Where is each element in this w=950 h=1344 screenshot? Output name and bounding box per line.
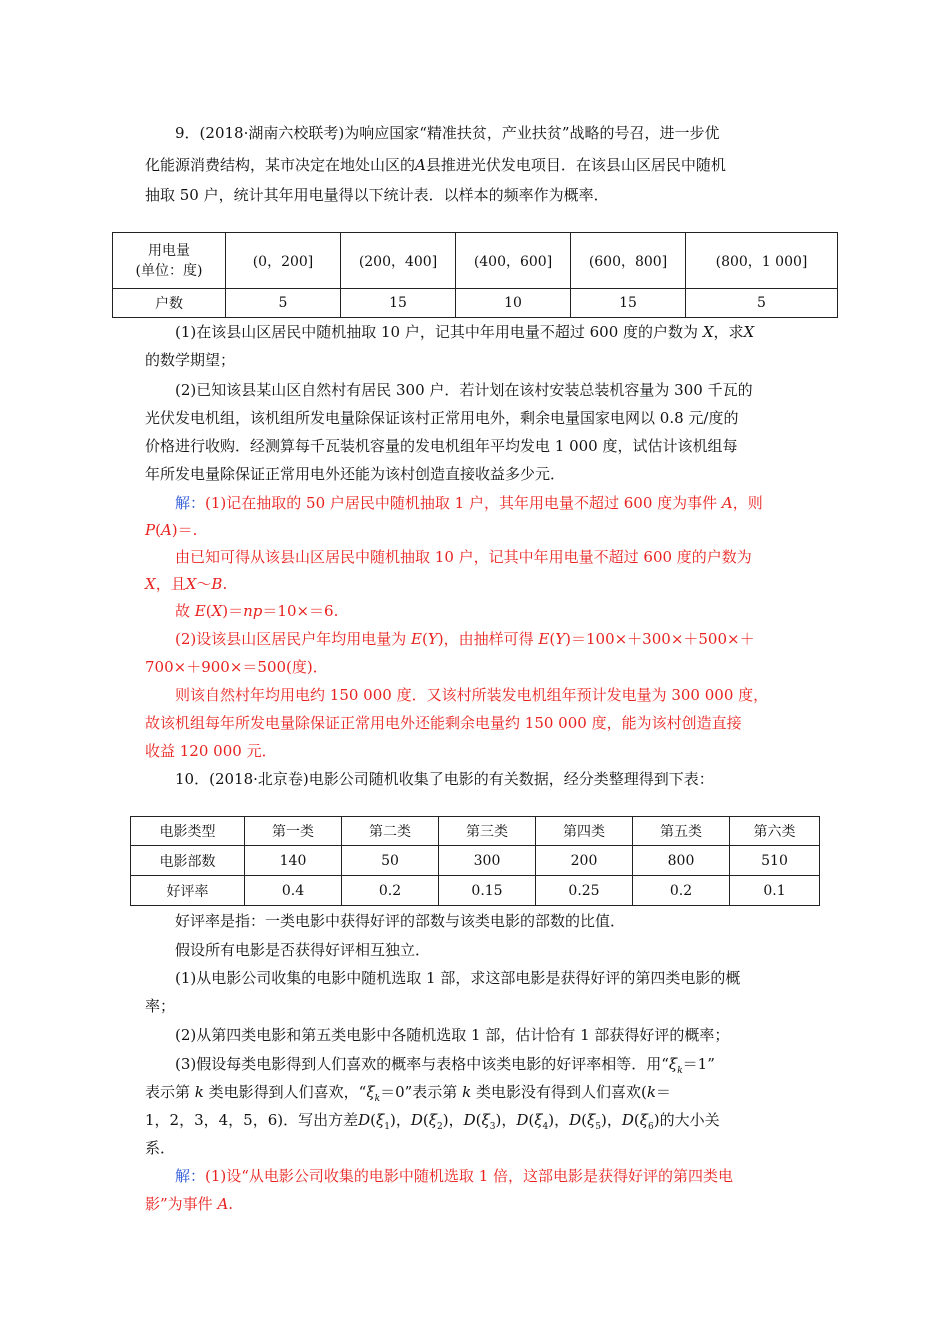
table-row-label: 电影部数 xyxy=(131,846,245,876)
q9-stats-table xyxy=(112,232,838,318)
table-header-cell: (800，1 000] xyxy=(686,233,838,289)
q9-solution-line-1: 解：(1)记在抽取的 50 户居民中随机抽取 1 户，其年用电量不超过 600 度为事件 A，则 xyxy=(175,494,763,512)
solution-label: 解： xyxy=(175,1167,206,1185)
table-cell: 5 xyxy=(686,289,838,318)
q9-solution-line-7: 700×＋900×＝500(度)． xyxy=(145,658,328,676)
q10-part1-line-1: (1)从电影公司收集的电影中随机选取 1 部，求这部电影是获得好评的第四类电影的概 xyxy=(175,969,741,987)
q10-part3-line-4: 系． xyxy=(145,1139,176,1157)
q10-solution-line-2: 影”为事件 A. xyxy=(145,1195,234,1213)
solution-label: 解： xyxy=(175,494,206,512)
q10-note-2: 假设所有电影是否获得好评相互独立． xyxy=(175,941,431,959)
table-row xyxy=(131,876,820,906)
table-cell: 140 xyxy=(245,846,342,876)
table-cell: 200 xyxy=(536,846,633,876)
q9-intro-line-1: 9．(2018·湖南六校联考)为响应国家“精准扶贫，产业扶贫”战略的号召，进一步优 xyxy=(175,124,720,142)
table-cell: 800 xyxy=(633,846,730,876)
q9-solution-line-4: X，且X～B. xyxy=(145,575,228,593)
table-header-cell: 第四类 xyxy=(536,817,633,846)
table-row xyxy=(113,233,838,289)
q9-solution-line-8: 则该自然村年均用电约 150 000 度．又该村所装发电机组年预计发电量为 300 000 度， xyxy=(175,686,769,704)
q9-intro-line-3: 抽取 50 户，统计其年用电量得以下统计表．以样本的频率作为概率． xyxy=(145,186,609,204)
q9-intro-text: 县推进光伏发电项目．在该县山区居民中随机 xyxy=(425,156,726,174)
table-cell: 0.4 xyxy=(245,876,342,906)
table-header-cell: (600，800] xyxy=(571,233,686,289)
table-cell: 510 xyxy=(730,846,820,876)
table-header-cell: 第二类 xyxy=(342,817,439,846)
table-header-cell: 第五类 xyxy=(633,817,730,846)
q10-part3-line-3: 1，2，3，4，5，6)．写出方差$D(\xi_1)$，$D(\xi_2)$，$D(\xi_3)$，$D(\xi_4)$，$D(\xi_5)$，$D(\xi_6)$的大小关 xyxy=(145,1111,720,1132)
table-header-cell: 第一类 xyxy=(245,817,342,846)
table-cell: 50 xyxy=(342,846,439,876)
q9-intro-text: 化能源消费结构，某市决定在地处山区的 xyxy=(145,156,416,174)
table-row xyxy=(131,846,820,876)
table-header-cell: 电影类型 xyxy=(131,817,245,846)
table-header-cell: (400，600] xyxy=(456,233,571,289)
q10-part3-line-2: 表示第 k 类电影得到人们喜欢，“$\xi_k=0$”表示第 k 类电影没有得到人们喜欢(k＝ xyxy=(145,1083,671,1104)
q9-solution-line-2: P(A)＝. xyxy=(145,521,198,539)
q10-solution-line-1: 解：(1)设“从电影公司收集的电影中随机选取 1 倍，这部电影是获得好评的第四类电 xyxy=(175,1167,734,1185)
table-header-cell: (0，200] xyxy=(226,233,341,289)
table-cell: 5 xyxy=(226,289,341,318)
table-cell: 0.2 xyxy=(342,876,439,906)
q9-solution-line-10: 收益 120 000 元． xyxy=(145,742,277,760)
q10-part1-line-2: 率； xyxy=(145,997,176,1015)
q10-part3-line-1: (3)假设每类电影得到人们喜欢的概率与表格中该类电影的好评率相等．用“$\xi_k=1$” xyxy=(175,1055,715,1076)
q9-solution-line-6: (2)设该县山区居民户年均用电量为 E(Y)，由抽样可得 E(Y)＝100×＋300×＋500×＋ xyxy=(175,630,755,648)
q9-part2-line-4: 年所发电量除保证正常用电外还能为该村创造直接收益多少元． xyxy=(145,465,566,483)
table-cell: 0.1 xyxy=(730,876,820,906)
q9-solution-line-5: 故 E(X)＝np＝10×＝6. xyxy=(175,602,339,620)
table-row-label: 户数 xyxy=(113,289,226,318)
q10-part2: (2)从第四类电影和第五类电影中各随机选取 1 部，估计恰有 1 部获得好评的概率； xyxy=(175,1026,730,1044)
table-row-label: 好评率 xyxy=(131,876,245,906)
table-cell: 0.2 xyxy=(633,876,730,906)
table-header-cell: 第六类 xyxy=(730,817,820,846)
table-header-cell: 第三类 xyxy=(439,817,536,846)
table-cell: 300 xyxy=(439,846,536,876)
q9-part2-line-3: 价格进行收购．经测算每千瓦装机容量的发电机组年平均发电 1 000 度，试估计该机组每 xyxy=(145,437,738,455)
table-cell: 0.25 xyxy=(536,876,633,906)
table-row xyxy=(113,289,838,318)
table-row xyxy=(131,817,820,846)
table-header-cell: (200，400] xyxy=(341,233,456,289)
table-header-cell: 用电量 (单位：度) xyxy=(113,233,226,289)
q9-part1-line-1: (1)在该县山区居民中随机抽取 10 户，记其中年用电量不超过 600 度的户数为 X，求X xyxy=(175,323,755,341)
table-cell: 15 xyxy=(341,289,456,318)
q9-solution-line-3: 由已知可得从该县山区居民中随机抽取 10 户，记其中年用电量不超过 600 度的户数为 xyxy=(175,548,752,566)
q10-note-1: 好评率是指：一类电影中获得好评的部数与该类电影的部数的比值． xyxy=(175,912,626,930)
table-cell: 15 xyxy=(571,289,686,318)
q10-intro: 10．(2018·北京卷)电影公司随机收集了电影的有关数据，经分类整理得到下表： xyxy=(175,770,714,788)
q9-solution-line-9: 故该机组每年所发电量除保证正常用电外还能剩余电量约 150 000 度，能为该村创造直接 xyxy=(145,714,742,732)
q9-part1-line-2: 的数学期望； xyxy=(145,351,236,369)
table-cell: 0.15 xyxy=(439,876,536,906)
q9-intro-line-2: 化能源消费结构，某市决定在地处山区的A县推进光伏发电项目．在该县山区居民中随机 xyxy=(145,156,726,174)
q9-part2-line-1: (2)已知该县某山区自然村有居民 300 户．若计划在该村安装总装机容量为 300 千瓦的 xyxy=(175,381,753,399)
q10-movie-table xyxy=(130,816,820,906)
q9-part2-line-2: 光伏发电机组，该机组所发电量除保证该村正常用电外，剩余电量国家电网以 0.8 元/度的 xyxy=(145,409,739,427)
table-cell: 10 xyxy=(456,289,571,318)
